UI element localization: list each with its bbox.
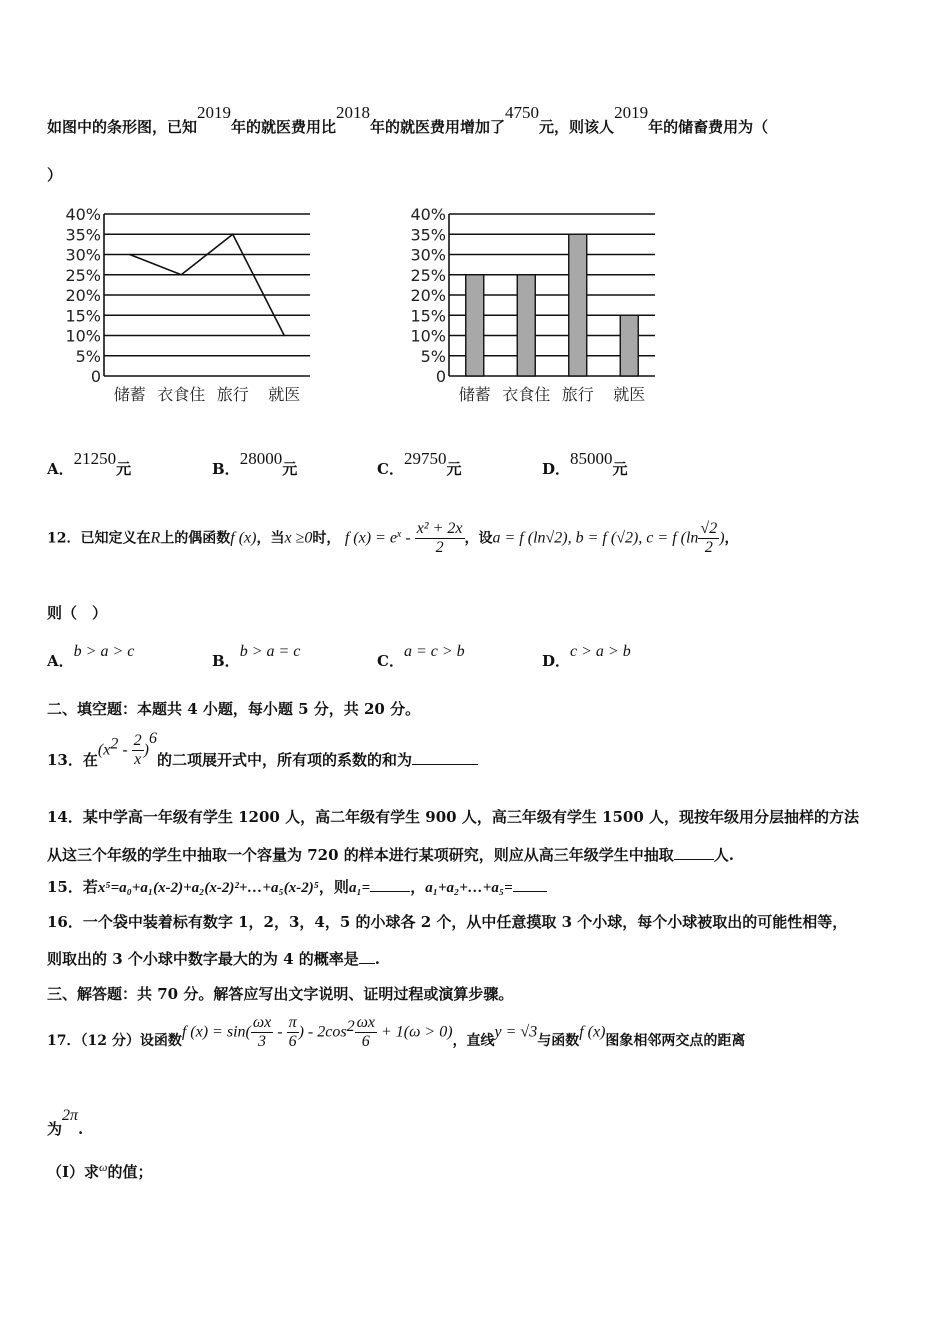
q12-option-c[interactable]: C．a = c > b (377, 643, 465, 670)
q17-distance: 为2π. (47, 1107, 84, 1138)
x-tick-label: 旅行 (561, 385, 594, 404)
q11-text-line1: 如图中的条形图，已知2019年的就医费用比2018年的就医费用增加了4750元，则该人2019年的储畜费用为（ (47, 103, 769, 136)
q11-option-b[interactable]: B．28000元 (212, 449, 298, 478)
section3-heading: 三、解答题：共 70 分。解答应写出文字说明、证明过程或演算步骤。 (47, 985, 514, 1003)
y-tick-label: 30% (410, 245, 446, 265)
y-tick-label: 25% (65, 265, 101, 285)
y-tick-label: 40% (65, 205, 101, 224)
q13-fraction: $\frac{2}{x}$ (133, 732, 142, 768)
bar (569, 234, 587, 376)
data-point (232, 233, 234, 235)
x-tick-label: 旅行 (216, 385, 249, 404)
q15: 15．若x⁵=a₀+a₁(x-2)+a₂(x-2)²+…+a₅(x-2)⁵，则a₁= ，a₁+a₂+…+a₅= (47, 876, 547, 897)
bar (620, 315, 638, 376)
data-point (129, 254, 131, 256)
y-tick-label: 10% (410, 326, 446, 346)
line-chart (60, 202, 320, 412)
y-tick-label: 30% (65, 245, 101, 265)
x-tick-label: 就医 (268, 385, 301, 404)
q12-option-b[interactable]: B．b > a = c (212, 643, 301, 670)
q16-line2: 则取出的 3 个小球中数字最大的为 4 的概率是 . (47, 950, 380, 968)
q15-blank-a1[interactable] (370, 891, 410, 892)
q16-line1: 16．一个袋中装着标有数字 1，2，3，4，5 的小球各 2 个，从中任意摸取 3 个小球，每个小球被取出的可能性相等， (47, 913, 848, 931)
q17-frac3: $\frac{\omega x}{6}$ (356, 1014, 375, 1050)
q17-frac2: $\frac{\pi}{6}$ (288, 1014, 297, 1050)
y-tick-label: 0 (435, 367, 446, 386)
y-tick-label: 5% (420, 346, 446, 366)
q14-answer-blank[interactable] (674, 859, 714, 860)
q17-statement: 17．（12 分）设函数f (x) = sin( $\frac{\omega x}{3}$ - $\frac{\pi}{6}$ ) - $2\cos^2$ $\frac{\omega x}{6}$ + 1(ω > 0)，直线y = √3与函数f (x)图象相邻两交点的距离 (47, 1014, 746, 1050)
c-fraction: $\frac{√2}{2}$ (700, 520, 718, 556)
series-line (130, 234, 285, 335)
q12-option-a[interactable]: A．b > a > c (47, 643, 135, 670)
data-point (283, 335, 285, 337)
bar-chart (405, 202, 665, 412)
x-tick-label: 衣食住 (502, 385, 551, 404)
amount-4750: 4750 (505, 103, 540, 122)
q15-blank-sum[interactable] (513, 891, 547, 892)
q13: 13．在($x^2$ - $\frac{2}{x}$ )$^6$的二项展开式中，所有项的系数的和为 (47, 732, 478, 769)
y-tick-label: 35% (410, 225, 446, 245)
section2-heading: 二、填空题：本题共 4 小题，每小题 5 分，共 20 分。 (47, 700, 421, 718)
x-tick-label: 储蓄 (113, 385, 146, 404)
y-tick-label: 10% (65, 326, 101, 346)
x-tick-label: 储蓄 (458, 385, 491, 404)
y-tick-label: 20% (410, 286, 446, 305)
q16-answer-blank[interactable] (359, 963, 375, 964)
bar (517, 275, 535, 376)
y-tick-label: 15% (65, 306, 101, 326)
y-tick-label: 25% (410, 265, 446, 285)
x-tick-label: 就医 (613, 385, 646, 404)
bar (466, 275, 484, 376)
y-tick-label: 40% (410, 205, 446, 224)
y-tick-label: 20% (65, 286, 101, 305)
q13-answer-blank[interactable] (412, 764, 478, 765)
y-tick-label: 5% (75, 346, 101, 366)
fx-fraction: $\frac{\text{x² + 2x}}{2}$ (416, 520, 463, 556)
q11-option-a[interactable]: A．21250元 (47, 449, 132, 478)
q12-option-d[interactable]: D．c > a > b (542, 643, 631, 670)
y-tick-label: 35% (65, 225, 101, 245)
year-2018: 2018 (336, 103, 371, 122)
y-tick-label: 0 (90, 367, 101, 386)
q11-text-line2: ） (47, 166, 63, 184)
y-tick-label: 15% (410, 306, 446, 326)
q14-line1: 14．某中学高一年级有学生 1200 人，高二年级有学生 900 人，高三年级有学生 1500 人，现按年级用分层抽样的方法 (47, 808, 860, 826)
q12-then: 则（ ） (47, 604, 108, 622)
q12-statement: 12．已知定义在R上的偶函数f (x)，当x ≥0时， f $(x) = e^x$ - $\frac{\text{x² + 2x}}{2}$ ，设a = f (ln√2), b = f (√2), c = f (ln $\frac{√2}{2}$ )， (47, 520, 739, 556)
q17-part1: （Ⅰ）求$^\omega$的值； (47, 1160, 153, 1181)
q14-line2: 从这三个年级的学生中抽取一个容量为 720 的样本进行某项研究，则应从高三年级学生中抽取 人. (47, 846, 734, 864)
x-tick-label: 衣食住 (157, 385, 206, 404)
year-2019b: 2019 (614, 103, 649, 122)
q11-option-c[interactable]: C．29750元 (377, 449, 462, 478)
q17-frac1: $\frac{\omega x}{3}$ (252, 1014, 272, 1050)
q11-option-d[interactable]: D．85000元 (542, 449, 628, 478)
data-point (180, 274, 182, 276)
year-2019: 2019 (197, 103, 232, 122)
